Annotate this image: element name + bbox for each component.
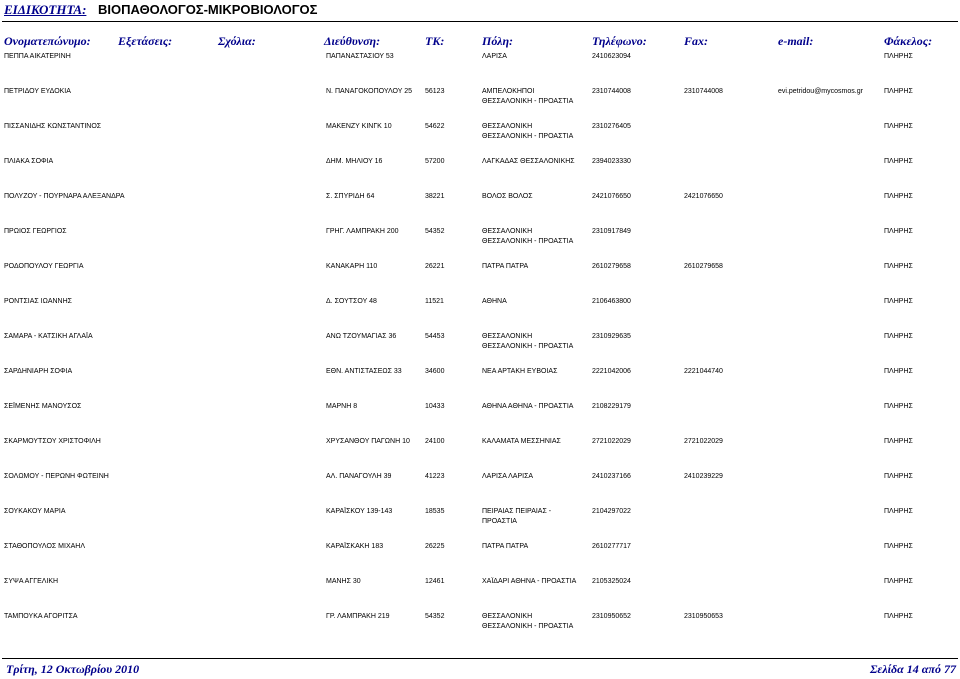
cell-address: Δ. ΣΟΥΤΣΟΥ 48 [326,298,377,305]
table-row [0,612,960,642]
cell-city: ΑΜΠΕΛΟΚΗΠΟΙ ΘΕΣΣΑΛΟΝΙΚΗ - ΠΡΟΑΣΤΙΑ [482,88,574,105]
cell-city: ΛΑΡΙΣΑ ΛΑΡΙΣΑ [482,473,534,480]
cell-address: ΓΡΗΓ. ΛΑΜΠΡΑΚΗ 200 [326,228,399,235]
cell-address: ΑΝΩ ΤΖΟΥΜΑΓΙΑΣ 36 [326,333,397,340]
cell-folder: ΠΛΗΡΗΣ [884,88,913,95]
cell-name: ΣΚΑΡΜΟΥΤΣΟΥ ΧΡΙΣΤΟΦΙΛΗ [4,438,101,445]
cell-address: ΜΑΝΗΣ 30 [326,578,361,585]
cell-folder: ΠΛΗΡΗΣ [884,263,913,270]
table-row [0,507,960,537]
cell-name: ΠΛΙΑΚΑ ΣΟΦΙΑ [4,158,54,165]
cell-address: ΑΛ. ΠΑΝΑΓΟΥΛΗ 39 [326,473,392,480]
cell-name: ΣΟΛΩΜΟΥ - ΠΕΡΩΝΗ ΦΩΤΕΙΝΗ [4,473,109,480]
cell-zip: 18535 [425,508,445,515]
cell-city: ΛΑΓΚΑΔΑΣ ΘΕΣΣΑΛΟΝΙΚΗΣ [482,158,575,165]
table-row [0,577,960,607]
cell-email: evi.petridou@mycosmos.gr [778,88,863,95]
cell-phone: 2421076650 [592,193,631,200]
cell-address: ΕΘΝ. ΑΝΤΙΣΤΑΣΕΩΣ 33 [326,368,402,375]
table-row [0,192,960,222]
cell-phone: 2310744008 [592,88,631,95]
column-header-address: Διεύθυνση: [324,34,381,48]
cell-address: ΚΑΝΑΚΑΡΗ 110 [326,263,378,270]
cell-zip: 57200 [425,158,445,165]
cell-city: ΒΟΛΟΣ ΒΟΛΟΣ [482,193,533,200]
cell-fax: 2310950653 [684,613,723,620]
cell-folder: ΠΛΗΡΗΣ [884,543,913,550]
cell-phone: 2104297022 [592,508,631,515]
column-header-zip: ΤΚ: [425,34,445,48]
cell-folder: ΠΛΗΡΗΣ [884,368,913,375]
table-row [0,332,960,362]
title-label: ΕΙΔΙΚΟΤΗΤΑ: [4,2,87,17]
table-row [0,122,960,152]
table-row [0,367,960,397]
cell-zip: 26225 [425,543,445,550]
cell-folder: ΠΛΗΡΗΣ [884,193,913,200]
cell-folder: ΠΛΗΡΗΣ [884,298,913,305]
cell-zip: 54352 [425,228,445,235]
cell-fax: 2721022029 [684,438,723,445]
column-header-notes: Σχόλια: [218,34,256,48]
column-header-folder: Φάκελος: [884,34,933,48]
cell-zip: 12461 [425,578,445,585]
cell-city: ΘΕΣΣΑΛΟΝΙΚΗ ΘΕΣΣΑΛΟΝΙΚΗ - ΠΡΟΑΣΤΙΑ [482,333,574,350]
cell-city: ΧΑΪΔΑΡΙ ΑΘΗΝΑ - ΠΡΟΑΣΤΙΑ [482,578,577,585]
column-header-exams: Εξετάσεις: [118,34,173,48]
table-row [0,87,960,117]
cell-name: ΣΥΨΑ ΑΓΓΕΛΙΚΗ [4,578,59,585]
cell-phone: 2310929635 [592,333,631,340]
cell-zip: 34600 [425,368,445,375]
column-header-phone: Τηλέφωνο: [592,34,647,48]
table-row [0,227,960,257]
cell-city: ΘΕΣΣΑΛΟΝΙΚΗ ΘΕΣΣΑΛΟΝΙΚΗ - ΠΡΟΑΣΤΙΑ [482,613,574,630]
table-row [0,542,960,572]
cell-address: ΚΑΡΑΪΣΚΟΥ 139-143 [326,508,393,515]
cell-name: ΡΟΔΟΠΟΥΛΟΥ ΓΕΩΡΓΙΑ [4,263,84,270]
cell-name: ΣΟΥΚΑΚΟΥ ΜΑΡΙΑ [4,508,66,515]
cell-address: ΜΑΚΕΝΖΥ ΚΙΝΓΚ 10 [326,123,392,130]
cell-folder: ΠΛΗΡΗΣ [884,333,913,340]
cell-address: ΔΗΜ. ΜΗΛΙΟΥ 16 [326,158,383,165]
cell-fax: 2310744008 [684,88,723,95]
cell-zip: 11521 [425,298,444,305]
cell-phone: 2106463800 [592,298,631,305]
cell-zip: 10433 [425,403,445,410]
column-header-email: e-mail: [778,34,814,48]
footer-page-number: Σελίδα 14 από 77 [870,662,956,676]
cell-name: ΣΑΡΔΗΝΙΑΡΗ ΣΟΦΙΑ [4,368,73,375]
cell-folder: ΠΛΗΡΗΣ [884,473,913,480]
table-row [0,472,960,502]
header-divider [2,21,958,22]
cell-address: ΠΑΠΑΝΑΣΤΑΣΙΟΥ 53 [326,53,394,60]
cell-phone: 2410623094 [592,53,631,60]
cell-fax: 2421076650 [684,193,723,200]
column-header-fax: Fax: [684,34,708,48]
table-row [0,402,960,432]
cell-city: ΝΕΑ ΑΡΤΑΚΗ ΕΥΒΟΙΑΣ [482,368,558,375]
cell-city: ΘΕΣΣΑΛΟΝΙΚΗ ΘΕΣΣΑΛΟΝΙΚΗ - ΠΡΟΑΣΤΙΑ [482,123,574,140]
cell-address: ΚΑΡΑΪΣΚΑΚΗ 183 [326,543,384,550]
cell-phone: 2310950652 [592,613,631,620]
cell-name: ΠΕΠΠΑ ΑΙΚΑΤΕΡΙΝΗ [4,53,71,60]
cell-city: ΠΑΤΡΑ ΠΑΤΡΑ [482,263,529,270]
column-header-name: Ονοματεπώνυμο: [4,34,91,48]
cell-fax: 2610279658 [684,263,723,270]
cell-name: ΣΑΜΑΡΑ - ΚΑΤΣΙΚΗ ΑΓΛΑΪΑ [4,333,93,340]
cell-phone: 2221042006 [592,368,631,375]
cell-folder: ΠΛΗΡΗΣ [884,578,913,585]
cell-name: ΠΕΤΡΙΔΟΥ ΕΥΔΟΚΙΑ [4,88,71,95]
cell-city: ΑΘΗΝΑ ΑΘΗΝΑ - ΠΡΟΑΣΤΙΑ [482,403,574,410]
cell-folder: ΠΛΗΡΗΣ [884,123,913,130]
cell-folder: ΠΛΗΡΗΣ [884,158,913,165]
cell-zip: 24100 [425,438,445,445]
cell-city: ΘΕΣΣΑΛΟΝΙΚΗ ΘΕΣΣΑΛΟΝΙΚΗ - ΠΡΟΑΣΤΙΑ [482,228,574,245]
cell-phone: 2310917849 [592,228,631,235]
cell-folder: ΠΛΗΡΗΣ [884,228,913,235]
cell-name: ΤΑΜΠΟΥΚΑ ΑΓΟΡΙΤΣΑ [4,613,78,620]
cell-name: ΣΕΪΜΕΝΗΣ ΜΑΝΟΥΣΟΣ [4,403,82,410]
cell-zip: 54453 [425,333,445,340]
cell-address: ΧΡΥΣΑΝΘΟΥ ΠΑΓΩΝΗ 10 [326,438,410,445]
cell-zip: 56123 [425,88,445,95]
table-row [0,52,960,82]
cell-phone: 2108229179 [592,403,631,410]
table-row [0,437,960,467]
cell-name: ΡΟΝΤΣΙΑΣ ΙΩΑΝΝΗΣ [4,298,72,305]
cell-folder: ΠΛΗΡΗΣ [884,438,913,445]
cell-fax: 2221044740 [684,368,723,375]
cell-city: ΚΑΛΑΜΑΤΑ ΜΕΣΣΗΝΙΑΣ [482,438,561,445]
column-header-city: Πόλη: [482,34,514,48]
cell-zip: 41223 [425,473,445,480]
cell-zip: 26221 [425,263,445,270]
cell-address: Σ. ΣΠΥΡΙΔΗ 64 [326,193,375,200]
cell-address: ΜΑΡΝΗ 8 [326,403,358,410]
cell-zip: 54622 [425,123,445,130]
cell-name: ΠΟΛΥΖΟΥ - ΠΟΥΡΝΑΡΑ ΑΛΕΞΑΝΔΡΑ [4,193,125,200]
cell-phone: 2310276405 [592,123,631,130]
cell-phone: 2394023330 [592,158,631,165]
cell-folder: ΠΛΗΡΗΣ [884,613,913,620]
table-row [0,262,960,292]
cell-phone: 2105325024 [592,578,631,585]
cell-folder: ΠΛΗΡΗΣ [884,508,913,515]
cell-fax: 2410239229 [684,473,723,480]
title-bar [4,2,317,20]
cell-address: Ν. ΠΑΝΑΓΟΚΟΠΟΥΛΟΥ 25 [326,88,413,95]
cell-folder: ΠΛΗΡΗΣ [884,53,913,60]
cell-city: ΛΑΡΙΣΑ [482,53,507,60]
cell-city: ΑΘΗΝΑ [482,298,507,305]
cell-folder: ΠΛΗΡΗΣ [884,403,913,410]
cell-phone: 2410237166 [592,473,631,480]
specialty-title: ΒΙΟΠΑΘΟΛΟΓΟΣ-ΜΙΚΡΟΒΙΟΛΟΓΟΣ [98,2,318,17]
cell-name: ΠΙΣΣΑΝΙΔΗΣ ΚΩΝΣΤΑΝΤΙΝΟΣ [4,123,102,130]
cell-city: ΠΕΙΡΑΙΑΣ ΠΕΙΡΑΙΑΣ - ΠΡΟΑΣΤΙΑ [482,508,552,525]
table-row [0,297,960,327]
cell-name: ΣΤΑΘΟΠΟΥΛΟΣ ΜΙΧΑΗΛ [4,543,86,550]
cell-city: ΠΑΤΡΑ ΠΑΤΡΑ [482,543,529,550]
cell-zip: 38221 [425,193,445,200]
table-row [0,157,960,187]
footer-divider [2,658,958,659]
cell-address: ΓΡ. ΛΑΜΠΡΑΚΗ 219 [326,613,390,620]
cell-zip: 54352 [425,613,445,620]
cell-phone: 2721022029 [592,438,631,445]
cell-name: ΠΡΩΙΟΣ ΓΕΩΡΓΙΟΣ [4,228,67,235]
cell-phone: 2610279658 [592,263,631,270]
footer-date: Τρίτη, 12 Οκτωβρίου 2010 [6,662,140,676]
cell-phone: 2610277717 [592,543,631,550]
